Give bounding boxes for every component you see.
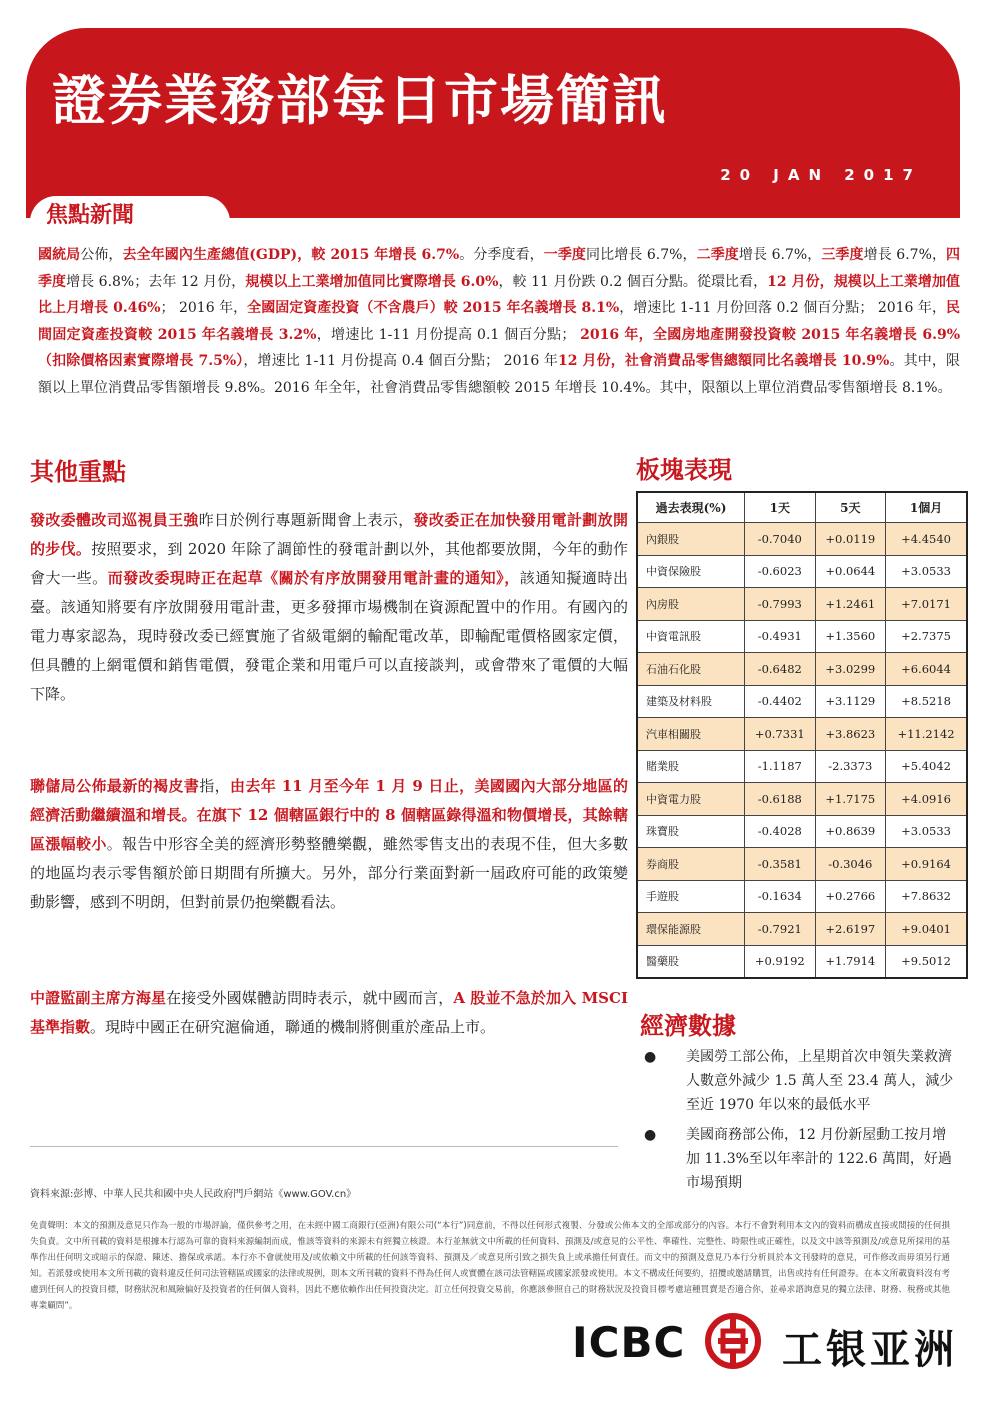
value-1m: +3.0533 bbox=[886, 555, 967, 588]
highlight-text: 一季度 bbox=[543, 247, 587, 263]
icbc-asia-logo-text: 工银亚洲 bbox=[782, 1327, 958, 1373]
page-title: 證券業務部每日市場簡訊 bbox=[52, 69, 668, 132]
header-1d: 1天 bbox=[745, 492, 816, 523]
value-1d: -0.7040 bbox=[745, 523, 816, 556]
bullet-icon: ● bbox=[644, 1049, 657, 1065]
economic-data-list bbox=[644, 1045, 956, 1201]
sector-name: 環保能源股 bbox=[637, 913, 745, 946]
table-row bbox=[637, 783, 967, 816]
economic-data-text: 美國商務部公佈，12 月份新屋動工按月增加 11.3%至以年率計的 122.6 萬間，好過市場預期 bbox=[686, 1127, 952, 1191]
news-paragraph-csrc bbox=[30, 984, 628, 1042]
value-5d: +3.8623 bbox=[815, 718, 886, 751]
value-5d: -2.3373 bbox=[815, 750, 886, 783]
sector-name: 中資保險股 bbox=[637, 555, 745, 588]
sector-name: 賭業股 bbox=[637, 750, 745, 783]
value-5d: +1.7914 bbox=[815, 945, 886, 978]
value-1d: -0.6188 bbox=[745, 783, 816, 816]
news-paragraph-fed bbox=[30, 772, 628, 917]
report-date: 20 JAN 2017 bbox=[720, 166, 922, 184]
highlight-text: 去全年國內生產總值(GDP)，較 2015 年增長 6.7% bbox=[122, 247, 460, 263]
value-1d: -0.4028 bbox=[745, 815, 816, 848]
focus-news-body bbox=[38, 242, 960, 401]
sector-name: 汽車相關股 bbox=[637, 718, 745, 751]
value-5d: -0.3046 bbox=[815, 848, 886, 881]
table-header-row bbox=[637, 492, 967, 523]
focus-news-title: 焦點新聞 bbox=[46, 203, 135, 228]
highlight-text: 規模以上工業增加值同比實際增長 6.0% bbox=[245, 273, 499, 290]
list-item bbox=[644, 1123, 956, 1195]
highlight-text: 全國固定資產投資（不含農戶）較 2015 年名義增長 8.1% bbox=[247, 300, 620, 316]
value-1d: +0.7331 bbox=[745, 718, 816, 751]
value-1m: +3.0533 bbox=[886, 815, 967, 848]
value-5d: +0.0119 bbox=[815, 523, 886, 556]
bullet-icon: ● bbox=[644, 1127, 657, 1143]
value-1d: -0.6482 bbox=[745, 653, 816, 686]
source-note: 資料來源:彭博、中華人民共和國中央人民政府門戶網站《www.GOV.cn》 bbox=[30, 1189, 357, 1200]
table-row bbox=[637, 620, 967, 653]
highlight-text: 聯儲局公佈最新的褐皮書 bbox=[30, 777, 200, 795]
value-1d: -0.4931 bbox=[745, 620, 816, 653]
header-period: 過去表現(%) bbox=[637, 492, 745, 523]
value-1d: -0.7993 bbox=[745, 588, 816, 621]
table-row bbox=[637, 815, 967, 848]
body-text: ，增速比 1-11 月份提高 0.4 個百分點； 2016 年 bbox=[243, 353, 559, 369]
header-5d: 5天 bbox=[815, 492, 886, 523]
value-1m: +4.4540 bbox=[886, 523, 967, 556]
value-5d: +1.3560 bbox=[815, 620, 886, 653]
highlight-text: 發改委正在加快發用電計劃放開的步伐。 bbox=[30, 511, 628, 558]
sector-name: 建築及材料股 bbox=[637, 685, 745, 718]
sector-name: 石油石化股 bbox=[637, 653, 745, 686]
header-1m: 1個月 bbox=[886, 492, 967, 523]
table-row bbox=[637, 653, 967, 686]
table-row bbox=[637, 685, 967, 718]
sector-name: 手遊股 bbox=[637, 880, 745, 913]
highlight-text: 中證監副主席方海星 bbox=[30, 989, 167, 1007]
body-text: ，增速比 1-11 月份回落 0.2 個百分點； 2016 年， bbox=[619, 300, 947, 316]
highlight-text: 而發改委現時正在起草《關於有序放開發用電計畫的通知》， bbox=[107, 569, 520, 587]
highlight-text: 12 月份，社會消費品零售總額同比名義增長 10.9% bbox=[558, 353, 890, 369]
body-text: 同比增長 6.7%， bbox=[586, 247, 697, 263]
value-1d: -0.3581 bbox=[745, 848, 816, 881]
news-paragraph-ndrc bbox=[30, 506, 628, 709]
value-1d: -0.6023 bbox=[745, 555, 816, 588]
highlight-text: 三季度 bbox=[821, 247, 864, 263]
body-text: 。現時中國正在研究滬倫通，聯通的機制將側重於產品上市。 bbox=[90, 1018, 496, 1036]
body-text: 昨日於例行專題新聞會上表示， bbox=[198, 511, 414, 529]
value-1d: -0.7921 bbox=[745, 913, 816, 946]
value-5d: +1.7175 bbox=[815, 783, 886, 816]
value-5d: +0.2766 bbox=[815, 880, 886, 913]
value-5d: +0.0644 bbox=[815, 555, 886, 588]
highlight-text: 二季度 bbox=[696, 247, 739, 263]
disclaimer: 免責聲明：本文的預測及意見只作為一般的市場評論，僅供參考之用，在未經中國工商銀行(亞洲)有限公司(“本行”)同意前，不得以任何形式複製、分發或公佈本文的全部或部分的內容。本行不會對利用本文內的資料而構成直接或間接的任何損失負責。文中所刊載的資料是根據本行認為可靠的資料來源編制而成，惟該等資料的來源未有經獨立核證。本行並無就文中所載的任何資料、預測及/或意見的公平性、準確性、完整性、時限性或正確性，以及文中該等預測及/或意見所採用的基準作出任何明文或暗示的保證、陳述、擔保或承諾。本行亦不會就使用及/或依賴文中所載的任何該等資料、預測及／或意見所引致之損失負上或承擔任何責任。而文中的預測及意見乃本行分析員於本文刊發時的意見，可作修改而毋須另行通知。若派發或使用本文所刊載的資料違反任何司法管轄區或國家的法律或規例，則本文所刊載的資料不得為任何人或實體在該司法管轄區或國家派發或使用。本文不構成任何要約，招攬或邀請購買，出售或持有任何證券。在本文所載資料沒有考慮到任何人的投資目標，財務狀況和風險偏好及投資者的任何個人資料，因此不應依賴作出任何投資決定。訂立任何投資交易前，你應該參照自己的財務狀況及投資目標考慮這種買賣是否適合你，並尋求諮詢意見的獨立法律、財務、稅務或其他專業顧問”。 bbox=[30, 1221, 950, 1311]
value-1m: +0.9164 bbox=[886, 848, 967, 881]
table-row bbox=[637, 555, 967, 588]
highlight-text: 由去年 11 月至今年 1 月 9 日止，美國國內大部分地區的經濟活動繼續溫和增長。在旗下 12 個轄區銀行中的 8 個轄區錄得溫和物價增長，其餘轄區漲幅較小 bbox=[30, 777, 628, 853]
table-row bbox=[637, 718, 967, 751]
body-text: 。報告中形容全美的經濟形勢整體樂觀，雖然零售支出的表現不佳，但大多數的地區均表示零售額於節日期間有所擴大。另外，部分行業面對新一屆政府可能的政策變動影響，感到不明朗，但對前景仍抱樂觀看法。 bbox=[30, 835, 628, 911]
value-5d: +3.1129 bbox=[815, 685, 886, 718]
value-1m: +6.6044 bbox=[886, 653, 967, 686]
list-item bbox=[644, 1045, 956, 1117]
value-1d: -0.4402 bbox=[745, 685, 816, 718]
body-text: ，較 11 月份跌 0.2 個百分點。從環比看， bbox=[498, 273, 768, 290]
value-1m: +7.0171 bbox=[886, 588, 967, 621]
sector-name: 中資電力股 bbox=[637, 783, 745, 816]
body-text: 該通知擬適時出臺。該通知將要有序放開發用電計畫，更多發揮市場機制在資源配置中的作用。有國內的電力專家認為，現時發改委已經實施了省級電網的輸配電改革，即輸配電價格國家定價，但具體的上網電價和銷售電價，發電企業和用電戶可以直接談判，或會帶來了電價的大幅下降。 bbox=[30, 569, 628, 703]
highlight-text: 四季度 bbox=[38, 247, 961, 290]
highlight-text: 民間固定資產投資較 2015 年名義增長 3.2% bbox=[38, 300, 961, 343]
value-1m: +7.8632 bbox=[886, 880, 967, 913]
sector-name: 珠寶股 bbox=[637, 815, 745, 848]
value-5d: +0.8639 bbox=[815, 815, 886, 848]
sector-name: 內房股 bbox=[637, 588, 745, 621]
body-text: 增長 6.7%， bbox=[863, 247, 947, 263]
highlight-text: 2016 年，全國房地產開發投資較 2015 年名義增長 6.9%（扣除價格因素實際增長 7.5%） bbox=[38, 326, 960, 369]
sector-name: 券商股 bbox=[637, 848, 745, 881]
highlight-text: A 股並不急於加入 MSCI 基準指數 bbox=[30, 989, 628, 1036]
table-row bbox=[637, 945, 967, 978]
table-row bbox=[637, 880, 967, 913]
other-highlights-title: 其他重點 bbox=[30, 458, 126, 486]
value-5d: +1.2461 bbox=[815, 588, 886, 621]
table-row bbox=[637, 588, 967, 621]
table-row bbox=[637, 750, 967, 783]
highlight-text: 12 月份，規模以上工業增加值比上月增長 0.46% bbox=[38, 273, 961, 316]
value-1m: +9.5012 bbox=[886, 945, 967, 978]
economic-data-text: 美國勞工部公佈，上星期首次申領失業救濟人數意外減少 1.5 萬人至 23.4 萬人，減少至近 1970 年以來的最低水平 bbox=[686, 1049, 954, 1113]
sector-name: 內銀股 bbox=[637, 523, 745, 556]
value-1d: +0.9192 bbox=[745, 945, 816, 978]
value-1m: +11.2142 bbox=[886, 718, 967, 751]
icbc-logo-icon bbox=[704, 1312, 762, 1370]
value-1m: +2.7375 bbox=[886, 620, 967, 653]
body-text: 按照要求，到 2020 年除了調節性的發電計劃以外，其他都要放開，今年的動作會大一些。 bbox=[30, 540, 628, 587]
body-text: 。分季度看， bbox=[459, 247, 544, 263]
sector-performance-title: 板塊表現 bbox=[636, 456, 732, 484]
body-text: 指， bbox=[199, 777, 230, 795]
table-row bbox=[637, 523, 967, 556]
divider bbox=[30, 1146, 618, 1147]
body-text: 在接受外國媒體訪問時表示，就中國而言， bbox=[166, 989, 454, 1007]
value-1m: +5.4042 bbox=[886, 750, 967, 783]
table-row bbox=[637, 848, 967, 881]
body-text: 增長 6.8%；去年 12 月份， bbox=[66, 273, 246, 290]
body-text: ； 2016 年， bbox=[160, 300, 248, 316]
sector-performance-table bbox=[636, 491, 968, 979]
value-1m: +9.0401 bbox=[886, 913, 967, 946]
value-1d: -1.1187 bbox=[745, 750, 816, 783]
table-row bbox=[637, 913, 967, 946]
highlight-text: 國統局 bbox=[38, 247, 81, 263]
body-text: 增長 6.7%， bbox=[738, 247, 822, 263]
value-1d: -0.1634 bbox=[745, 880, 816, 913]
sector-name: 中資電訊股 bbox=[637, 620, 745, 653]
value-1m: +8.5218 bbox=[886, 685, 967, 718]
value-5d: +3.0299 bbox=[815, 653, 886, 686]
highlight-text: 發改委體改司巡視員王強 bbox=[30, 511, 199, 529]
icbc-logo-text: ICBC bbox=[572, 1318, 686, 1367]
body-text: 。其中，限額以上單位消費品零售額增長 9.8%。2016 年全年，社會消費品零售總額較 2015 年增長 10.4%。其中，限額以上單位消費品零售額增長 8.1%。 bbox=[38, 353, 960, 396]
sector-name: 醫藥股 bbox=[637, 945, 745, 978]
value-5d: +2.6197 bbox=[815, 913, 886, 946]
economic-data-title: 經濟數據 bbox=[640, 1012, 736, 1040]
body-text: 公佈， bbox=[80, 247, 123, 263]
value-1m: +4.0916 bbox=[886, 783, 967, 816]
body-text: ，增速比 1-11 月份提高 0.1 個百分點； bbox=[316, 326, 581, 343]
